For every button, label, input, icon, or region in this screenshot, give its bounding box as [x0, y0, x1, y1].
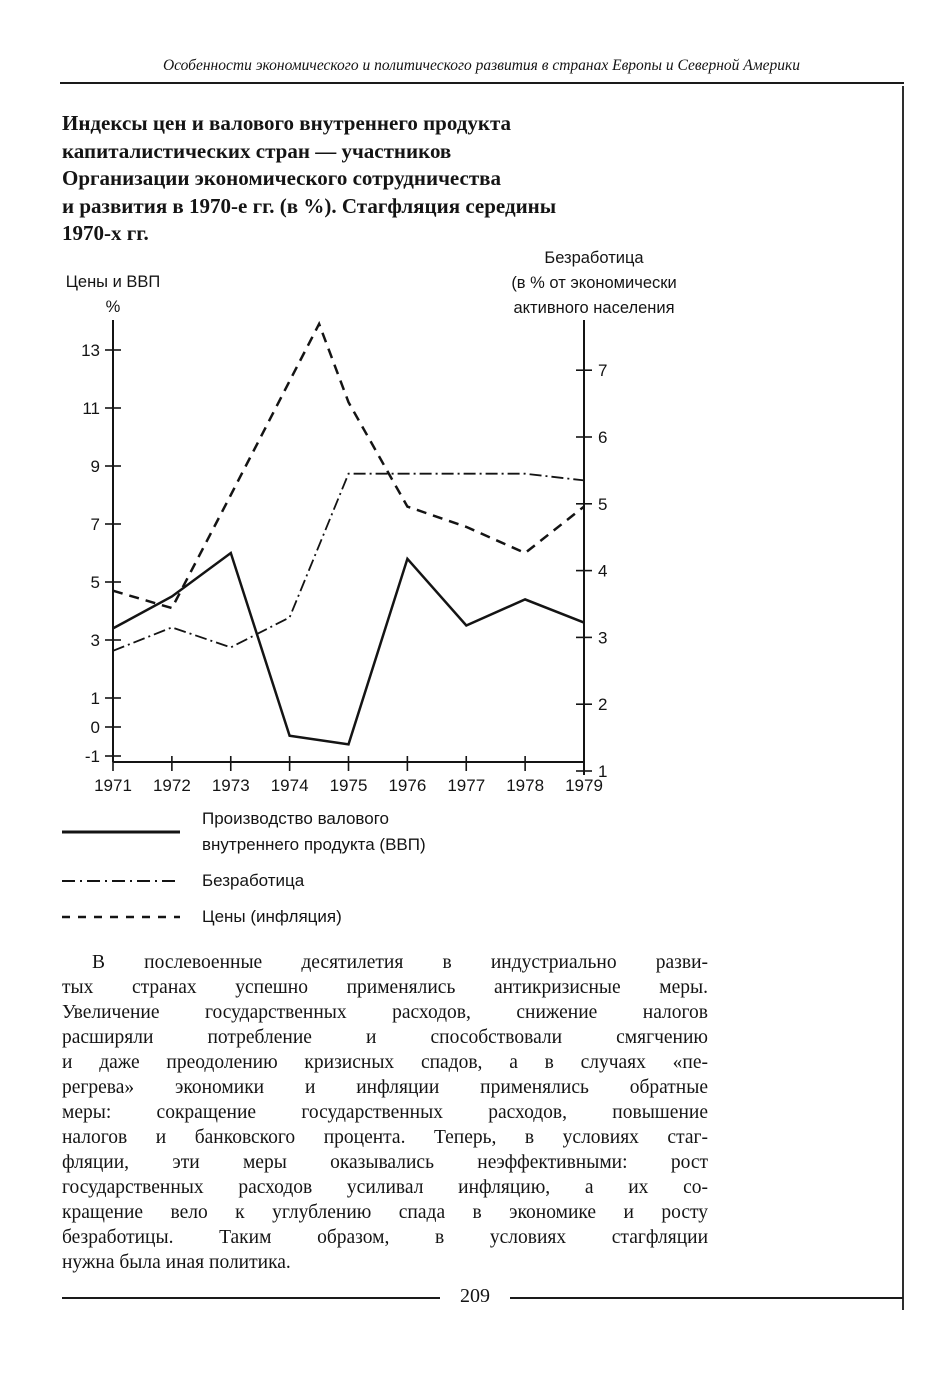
- chart-legend: [62, 806, 602, 940]
- right-axis-title-line: Безработица: [544, 249, 644, 267]
- title-line: Индексы цен и валового внутреннего продукта: [62, 111, 512, 135]
- line-chart: [60, 245, 760, 805]
- body-line: расширяли потребление и способствовали смягчению: [62, 1027, 708, 1048]
- title-line: Организации экономического сотрудничества: [62, 166, 501, 190]
- right-axis-tick-label: 3: [598, 628, 608, 648]
- left-axis-tick-label: 13: [81, 341, 100, 360]
- x-axis-tick-label: 1979: [565, 776, 603, 795]
- title-line: и развития в 1970-е гг. (в %). Стагфляция середины: [62, 193, 557, 218]
- legend-label: [202, 904, 342, 930]
- legend-item-unemployment: [62, 868, 602, 894]
- dashdot-line-sample-icon: [62, 877, 182, 885]
- x-axis-tick-label: 1978: [506, 776, 545, 795]
- body-line: меры: сокращение государственных расходов, повышение: [62, 1102, 708, 1123]
- x-axis-tick-label: 1974: [270, 776, 309, 795]
- series-solid: [113, 553, 584, 744]
- body-line: и даже преодолению кризисных спадов, а в случаях «пе-: [62, 1052, 708, 1073]
- left-axis-tick-label: 9: [90, 457, 100, 476]
- footer-rule-right: [510, 1297, 903, 1299]
- right-axis-title-line: активного населения: [513, 299, 675, 317]
- running-header: Особенности экономического и политического развития в странах Европы и Северной Америки: [162, 57, 801, 74]
- series-dashed: [113, 324, 584, 608]
- body-line: В послевоенные десятилетия в индустриально разви-: [92, 952, 708, 973]
- body-text: [62, 950, 708, 1275]
- body-line: безработицы. Таким образом, в условиях стагфляции: [62, 1227, 708, 1248]
- body-line: кращение вело к углублению спада в экономике и росту: [62, 1202, 708, 1223]
- legend-label-line: Производство валового: [202, 809, 389, 828]
- legend-item-gdp: [62, 806, 602, 858]
- x-axis-tick-label: 1972: [152, 776, 191, 795]
- body-line: нужна была иная политика.: [62, 1252, 291, 1273]
- right-axis-tick-label: 6: [598, 428, 608, 447]
- x-axis-tick-label: 1973: [211, 776, 250, 795]
- right-axis-tick-label: 2: [598, 695, 608, 715]
- right-axis-tick-label: 5: [598, 494, 608, 514]
- body-line: налогов и банковского процента. Теперь, в условиях стаг-: [62, 1127, 708, 1148]
- left-axis-tick-label: 11: [82, 399, 100, 418]
- right-axis-title-line: (в % от экономически: [511, 274, 677, 292]
- right-axis-tick-label: 4: [598, 561, 608, 581]
- left-axis-tick-label: 3: [90, 631, 100, 650]
- legend-item-prices: [62, 904, 602, 930]
- legend-label: [202, 868, 304, 894]
- header-rule: [60, 82, 904, 84]
- left-axis-tick-label: 1: [90, 689, 100, 708]
- legend-label-line: внутреннего продукта (ВВП): [202, 835, 426, 854]
- chart-title: [62, 110, 742, 248]
- solid-line-sample-icon: [62, 828, 182, 836]
- body-line: Увеличение государственных расходов, снижение налогов: [62, 1002, 708, 1023]
- x-axis-tick-label: 1976: [388, 776, 427, 795]
- right-axis-tick-label: 7: [598, 361, 608, 381]
- x-axis-tick-label: 1971: [94, 776, 132, 795]
- body-line: государственных расходов усиливал инфляцию, а их со-: [62, 1177, 708, 1198]
- left-axis-tick-label: 0: [90, 718, 100, 737]
- legend-label: [202, 806, 426, 858]
- body-line: регрева» экономики и инфляции применялись обратные: [62, 1077, 708, 1098]
- footer-rule-left: [62, 1297, 440, 1299]
- legend-label-line: Цены (инфляция): [202, 907, 342, 926]
- page-edge-line: [902, 86, 904, 1310]
- title-line: капиталистических стран — участников: [62, 138, 452, 163]
- series-dashdot: [113, 474, 584, 651]
- page-number: 209: [460, 1285, 490, 1307]
- right-axis-tick-label: 1: [598, 762, 608, 781]
- left-axis-tick-label: 5: [90, 573, 100, 592]
- title-line: 1970-х гг.: [62, 221, 149, 245]
- left-axis-title-line: Цены и ВВП: [65, 273, 161, 291]
- x-axis-tick-label: 1975: [329, 776, 368, 795]
- x-axis-tick-label: 1977: [447, 776, 486, 795]
- left-axis-tick-label: -1: [84, 747, 100, 766]
- body-line: фляции, эти меры оказывались неэффективными: рост: [62, 1152, 708, 1173]
- legend-label-line: Безработица: [202, 871, 305, 890]
- left-axis-title-line: %: [105, 298, 121, 316]
- body-line: тых странах успешно применялись антикризисные меры.: [62, 977, 708, 998]
- dashed-line-sample-icon: [62, 913, 182, 921]
- left-axis-tick-label: 7: [90, 515, 100, 534]
